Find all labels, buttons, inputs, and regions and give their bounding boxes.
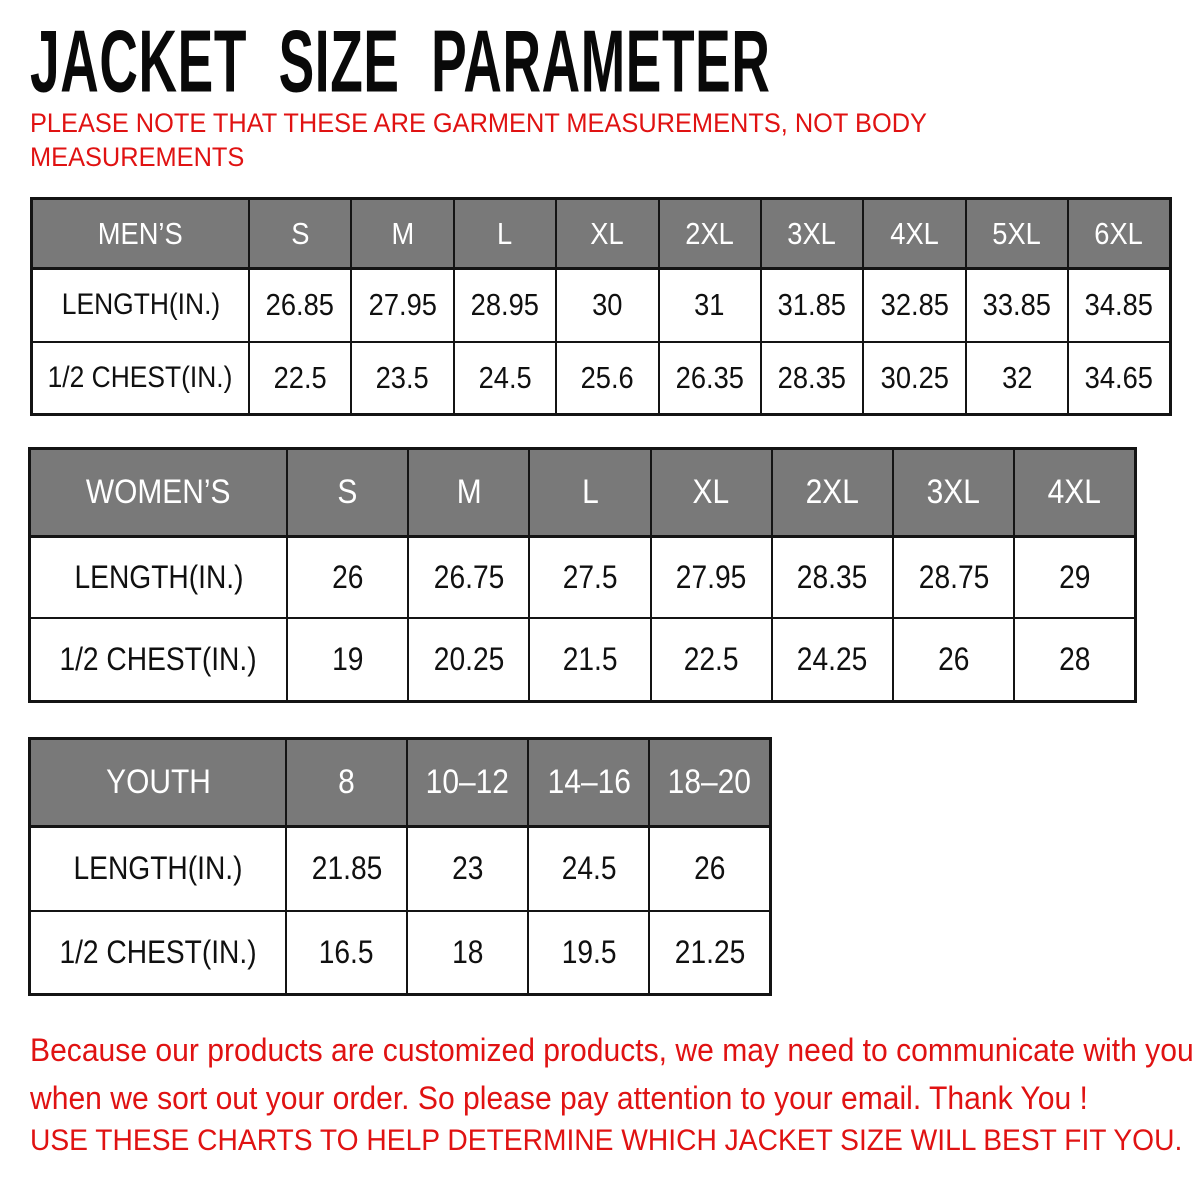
mens-size-value-cell-text: 33.85 <box>982 287 1051 323</box>
mens-size-column-header <box>659 199 761 269</box>
youth-size-column-header-text: 10–12 <box>426 763 510 801</box>
womens-size-value-cell-text: 26.75 <box>433 558 505 595</box>
womens-table-title-cell-text: WOMEN’S <box>86 473 231 511</box>
youth-size-column-header-text: 8 <box>338 763 355 801</box>
mens-measurement-row <box>32 269 1171 342</box>
mens-row-label-cell-text: LENGTH(IN.) <box>61 288 220 322</box>
womens-size-column-header <box>1014 449 1135 537</box>
womens-size-value-cell <box>287 537 408 618</box>
mens-size-value-cell <box>351 342 453 415</box>
womens-size-value-cell-text: 21.5 <box>562 640 618 677</box>
mens-size-column-header-text: 6XL <box>1094 215 1144 251</box>
womens-size-value-cell-text: 19 <box>331 640 364 677</box>
mens-row-label-cell-text: 1/2 CHEST(IN.) <box>48 360 233 394</box>
womens-header-row <box>30 449 1136 537</box>
womens-size-value-cell-text: 28.35 <box>797 558 868 595</box>
use-charts-note <box>30 1124 1200 1158</box>
mens-size-value-cell-text: 32 <box>1001 359 1032 395</box>
mens-size-value-cell <box>659 342 761 415</box>
mens-size-value-cell-text: 24.5 <box>478 359 532 395</box>
youth-table-title-cell <box>30 739 287 827</box>
mens-row-label-cell <box>32 269 250 342</box>
youth-size-value-cell <box>286 911 407 995</box>
womens-size-value-cell <box>408 537 529 618</box>
womens-size-value-cell <box>1014 537 1135 618</box>
womens-size-column-header-text: 2XL <box>805 473 860 511</box>
mens-size-column-header <box>1068 199 1171 269</box>
womens-size-value-cell-text: 27.5 <box>562 558 618 595</box>
womens-measurement-row <box>30 618 1136 702</box>
youth-size-column-header <box>286 739 407 827</box>
womens-size-value-cell-text: 26 <box>937 640 970 677</box>
footer-line-1: Because our products are customized products, we may need to communicate with you <box>30 1032 1194 1068</box>
mens-size-table <box>30 197 1172 416</box>
womens-size-value-cell <box>893 537 1014 618</box>
youth-size-value-cell <box>649 827 770 911</box>
mens-size-value-cell-text: 31.85 <box>777 287 847 323</box>
womens-row-label-cell <box>30 537 288 618</box>
mens-size-column-header <box>351 199 453 269</box>
mens-size-value-cell <box>556 269 658 342</box>
mens-size-column-header-text: 5XL <box>992 215 1042 251</box>
womens-size-value-cell <box>287 618 408 702</box>
youth-size-value-cell <box>286 827 407 911</box>
womens-size-value-cell <box>1014 618 1135 702</box>
youth-header-row <box>30 739 771 827</box>
youth-size-value-cell <box>528 827 649 911</box>
mens-size-column-header-text: 3XL <box>787 215 837 251</box>
mens-size-value-cell-text: 30.25 <box>880 359 949 395</box>
youth-size-value-cell-text: 21.85 <box>311 850 382 887</box>
mens-size-column-header <box>249 199 351 269</box>
mens-size-column-header-text: XL <box>590 215 624 251</box>
mens-size-value-cell-text: 31 <box>694 287 725 323</box>
youth-size-value-cell-text: 23 <box>452 850 484 887</box>
womens-size-value-cell <box>772 537 893 618</box>
mens-size-value-cell <box>761 269 863 342</box>
mens-size-value-cell <box>863 269 965 342</box>
womens-size-column-header <box>651 449 772 537</box>
mens-size-column-header <box>863 199 965 269</box>
womens-size-value-cell <box>893 618 1014 702</box>
womens-size-column-header <box>772 449 893 537</box>
womens-table-title-cell <box>30 449 288 537</box>
youth-size-column-header <box>528 739 649 827</box>
mens-table-title-cell <box>32 199 250 269</box>
womens-size-value-cell <box>651 537 772 618</box>
mens-size-value-cell <box>659 269 761 342</box>
womens-size-column-header-text: L <box>581 473 599 511</box>
youth-size-value-cell <box>649 911 770 995</box>
womens-size-column-header-text: S <box>337 473 358 511</box>
youth-size-column-header <box>649 739 770 827</box>
mens-size-value-cell-text: 32.85 <box>880 287 949 323</box>
mens-size-value-cell-text: 34.85 <box>1084 287 1154 323</box>
footer-line-2: when we sort out your order. So please pay attention to your email. Thank You ! <box>30 1080 1088 1116</box>
womens-size-column-header <box>287 449 408 537</box>
womens-size-column-header-text: 3XL <box>926 473 981 511</box>
mens-size-value-cell <box>351 269 453 342</box>
mens-size-value-cell <box>761 342 863 415</box>
womens-size-table <box>28 447 1137 703</box>
youth-measurement-row <box>30 911 771 995</box>
mens-size-value-cell <box>556 342 658 415</box>
mens-size-value-cell <box>249 269 351 342</box>
youth-row-label-cell-text: LENGTH(IN.) <box>73 850 243 887</box>
womens-size-column-header-text: XL <box>692 473 730 511</box>
mens-size-value-cell-text: 26.35 <box>675 359 744 395</box>
mens-size-value-cell <box>1068 342 1171 415</box>
mens-size-value-cell-text: 26.85 <box>266 287 335 323</box>
womens-size-value-cell <box>772 618 893 702</box>
mens-size-column-header <box>454 199 556 269</box>
womens-size-column-header <box>408 449 529 537</box>
mens-size-column-header-text: 4XL <box>890 215 939 251</box>
mens-size-value-cell-text: 30 <box>592 287 623 323</box>
mens-size-value-cell-text: 22.5 <box>273 359 327 395</box>
mens-size-value-cell <box>249 342 351 415</box>
youth-row-label-cell <box>30 911 287 995</box>
womens-size-column-header <box>893 449 1014 537</box>
note-line-1: PLEASE NOTE THAT THESE ARE GARMENT MEASUREMENTS, NOT BODY <box>30 108 927 138</box>
mens-size-value-cell-text: 25.6 <box>580 359 634 395</box>
mens-size-value-cell-text: 28.95 <box>470 287 540 323</box>
mens-size-column-header-text: S <box>291 215 310 251</box>
mens-size-column-header <box>556 199 658 269</box>
use-charts-note-text: USE THESE CHARTS TO HELP DETERMINE WHICH JACKET SIZE WILL BEST FIT YOU. <box>30 1124 1183 1157</box>
womens-size-value-cell-text: 28.75 <box>918 558 989 595</box>
youth-size-column-header-text: 14–16 <box>547 763 631 801</box>
youth-size-value-cell-text: 18 <box>452 933 484 970</box>
youth-size-value-cell-text: 21.25 <box>674 933 745 970</box>
mens-size-value-cell <box>966 269 1068 342</box>
womens-size-value-cell <box>651 618 772 702</box>
note-line-2: MEASUREMENTS <box>30 142 245 172</box>
womens-size-value-cell <box>408 618 529 702</box>
womens-size-column-header-text: M <box>456 473 482 511</box>
youth-size-column-header <box>407 739 528 827</box>
mens-size-column-header-text: L <box>497 215 513 251</box>
mens-size-column-header <box>966 199 1068 269</box>
mens-size-value-cell-text: 34.65 <box>1084 359 1154 395</box>
garment-measurement-note <box>30 106 984 174</box>
mens-size-column-header <box>761 199 863 269</box>
page-title-text: JACKET SIZE PARAMETER <box>30 12 771 111</box>
youth-size-value-cell-text: 16.5 <box>319 933 374 970</box>
mens-size-value-cell-text: 23.5 <box>376 359 430 395</box>
womens-row-label-cell <box>30 618 288 702</box>
womens-size-value-cell <box>529 537 650 618</box>
womens-size-value-cell-text: 26 <box>331 558 364 595</box>
customized-products-note <box>30 1026 1200 1122</box>
mens-size-value-cell <box>454 269 556 342</box>
mens-size-value-cell <box>454 342 556 415</box>
womens-size-value-cell-text: 24.25 <box>797 640 868 677</box>
womens-size-value-cell-text: 28 <box>1058 640 1091 677</box>
mens-table-title-cell-text: MEN’S <box>98 215 183 251</box>
page-title <box>30 12 1200 111</box>
youth-row-label-cell-text: 1/2 CHEST(IN.) <box>59 933 257 970</box>
youth-size-value-cell <box>407 827 528 911</box>
youth-size-value-cell-text: 24.5 <box>561 850 617 887</box>
mens-size-column-header-text: 2XL <box>685 215 734 251</box>
youth-size-value-cell-text: 19.5 <box>561 933 617 970</box>
youth-size-value-cell <box>528 911 649 995</box>
womens-size-value-cell-text: 29 <box>1058 558 1091 595</box>
youth-row-label-cell <box>30 827 287 911</box>
youth-size-column-header-text: 18–20 <box>668 763 752 801</box>
youth-size-value-cell-text: 26 <box>694 850 726 887</box>
youth-size-value-cell <box>407 911 528 995</box>
mens-size-value-cell <box>1068 269 1171 342</box>
youth-size-table <box>28 737 772 996</box>
womens-size-column-header <box>529 449 650 537</box>
womens-size-value-cell-text: 27.95 <box>675 558 747 595</box>
mens-measurement-row <box>32 342 1171 415</box>
mens-size-value-cell <box>966 342 1068 415</box>
womens-size-value-cell-text: 22.5 <box>683 640 739 677</box>
womens-size-value-cell <box>529 618 650 702</box>
mens-size-value-cell-text: 27.95 <box>368 287 437 323</box>
youth-measurement-row <box>30 827 771 911</box>
womens-row-label-cell-text: 1/2 CHEST(IN.) <box>59 640 258 677</box>
youth-table-title-cell-text: YOUTH <box>105 763 211 801</box>
mens-size-value-cell-text: 28.35 <box>777 359 847 395</box>
womens-measurement-row <box>30 537 1136 618</box>
mens-size-column-header-text: M <box>391 215 414 251</box>
mens-row-label-cell <box>32 342 250 415</box>
womens-row-label-cell-text: LENGTH(IN.) <box>74 558 243 595</box>
mens-size-value-cell <box>863 342 965 415</box>
mens-header-row <box>32 199 1171 269</box>
womens-size-value-cell-text: 20.25 <box>433 640 505 677</box>
womens-size-column-header-text: 4XL <box>1047 473 1102 511</box>
